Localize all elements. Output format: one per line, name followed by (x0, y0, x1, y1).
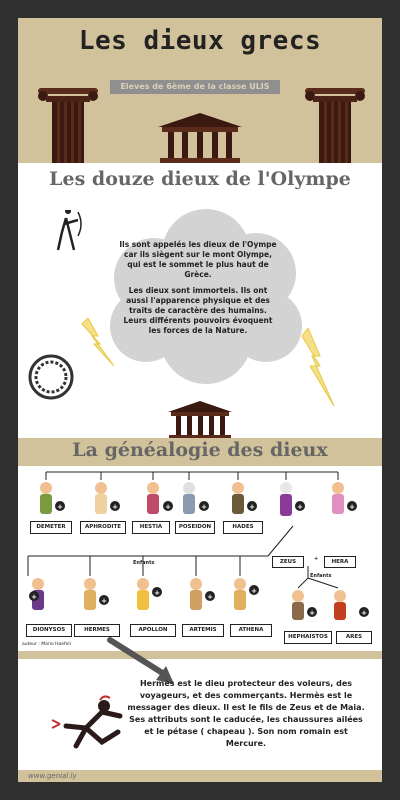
svg-text:+: + (154, 589, 160, 597)
genealogy-title: La généalogie des dieux (72, 439, 328, 461)
god-label-zeus: ZEUS (272, 556, 304, 568)
family-tree (18, 466, 382, 651)
page-title: Les dieux grecs (78, 26, 322, 56)
svg-text:+: + (201, 503, 207, 511)
svg-text:+: + (207, 593, 213, 601)
archer-icon (54, 210, 84, 254)
hermes-description: Hermès est le dieu protecteur des voleurs, des voyageurs, et des commerçants. Hermès est le messager des dieux. Il est le fils de Zeus et de Maia. Ses attributs sont le caducée, les chaussures ailées et le pétase ( chapeau ). Son nom romain est Mercure. (127, 679, 365, 748)
god-label-hermes: HERMES (74, 624, 120, 637)
god-label-aphrodite: APHRODITE (80, 521, 126, 534)
hermes-figure-icon (46, 694, 130, 758)
svg-text:+: + (101, 597, 107, 605)
god-label-demeter: DEMETER (30, 521, 72, 534)
god-label-poseidon: POSEIDON (175, 521, 215, 534)
god-label-hades: HADES (223, 521, 263, 534)
olympe-title: Les douze dieux de l'Olympe (49, 168, 351, 190)
svg-text:+: + (57, 503, 63, 511)
god-label-artemis: ARTEMIS (182, 624, 224, 637)
svg-text:+: + (112, 503, 118, 511)
infographic-page (18, 18, 382, 782)
god-label-apollon: APOLLON (130, 624, 176, 637)
temple-icon (168, 401, 232, 439)
plus-sign: + (314, 556, 319, 562)
lightning-icon (80, 318, 120, 368)
separator-band (18, 651, 382, 659)
svg-text:+: + (309, 609, 315, 617)
lightning-icon (298, 328, 338, 408)
god-label-dionysos: DIONYSOS (26, 624, 72, 637)
svg-text:+: + (297, 503, 303, 511)
olympe-para-2: Les dieux sont immortels. Ils ont aussi l'apparence physique et des traits de caractère des humains. Leurs différents pouvoirs évoquent les forces de la Nature. (123, 286, 273, 335)
god-label-hera: HERA (324, 556, 356, 568)
svg-text:+: + (349, 503, 355, 511)
svg-text:+: + (251, 587, 257, 595)
right-column-icon (305, 88, 365, 163)
god-label-ares: ARES (336, 631, 372, 644)
svg-text:+: + (249, 503, 255, 511)
subtitle: Eleves de 6ème de la classe ULIS (110, 80, 280, 94)
god-label-hephaistos: HEPHAISTOS (284, 631, 332, 644)
svg-text:+: + (165, 503, 171, 511)
god-label-athena: ATHENA (230, 624, 272, 637)
enfants-label: Enfants (310, 573, 332, 579)
footer-brand[interactable]: www.genial.ly (28, 772, 77, 780)
enfants-label: Enfants (133, 560, 155, 566)
zodiac-wheel-icon (28, 354, 74, 400)
author-credit: auteur : Mario Haefeli (22, 642, 71, 647)
svg-text:+: + (361, 609, 367, 617)
temple-icon (158, 113, 242, 163)
god-label-hestia: HESTIA (132, 521, 170, 534)
olympe-para-1: Ils sont appelés les dieux de l'Oympe car ils siègent sur le mont Olympe, qui est le sommet le plus haut de Grèce. (119, 240, 277, 279)
svg-text:+: + (31, 593, 37, 601)
left-column-icon (38, 88, 98, 163)
